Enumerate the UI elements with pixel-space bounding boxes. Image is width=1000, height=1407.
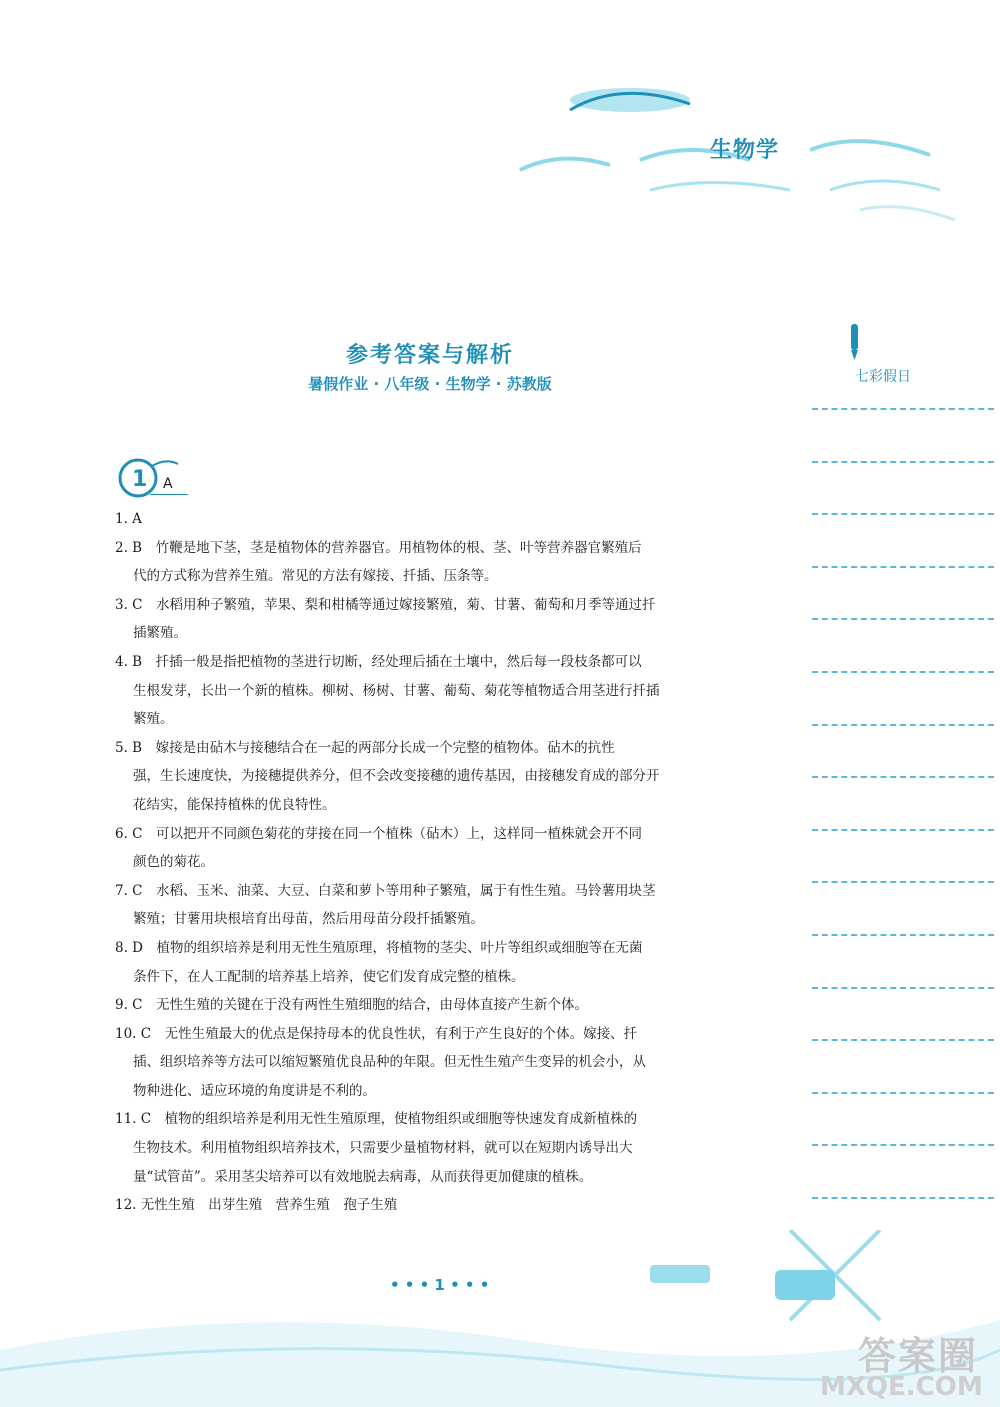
answer-line: 条件下，在人工配制的培养基上培养，使它们发育成完整的植株。 (133, 968, 525, 985)
answer-line: 繁殖；甘薯用块根培育出母苗，然后用母苗分段扦插繁殖。 (133, 911, 484, 928)
answer-line: 6. C 可以把开不同颜色菊花的芽接在同一个植株（砧木）上，这样同一植株就会开不同 (115, 825, 642, 842)
answer-line: 7. C 水稻、玉米、油菜、大豆、白菜和萝卜等用种子繁殖，属于有性生殖。马铃薯用块茎 (115, 882, 656, 899)
answer-line: 插、组织培养等方法可以缩短繁殖优良品种的年限。但无性生殖产生变异的机会小，从 (133, 1054, 646, 1071)
answer-item (115, 534, 755, 591)
answer-item (115, 734, 755, 820)
note-line (812, 829, 994, 831)
pen-icon (845, 322, 865, 362)
answer-line: 物种进化、适应环境的角度讲是不利的。 (133, 1082, 376, 1099)
note-line (812, 881, 994, 883)
answer-line: 生根发芽，长出一个新的植株。柳树、杨树、甘薯、葡萄、菊花等植物适合用茎进行扦插 (133, 682, 660, 699)
answer-line: 花结实，能保持植株的优良特性。 (133, 796, 336, 813)
subject-label: 生物学 (710, 138, 780, 163)
answer-item (115, 934, 755, 991)
note-line (812, 408, 994, 410)
page-number: • • • 1 • • • (390, 1276, 490, 1294)
answer-line: 3. C 水稻用种子繁殖，苹果、梨和柑橘等通过嫁接繁殖，菊、甘薯、葡萄和月季等通过扦 (115, 596, 656, 613)
note-line (812, 776, 994, 778)
note-line (812, 1092, 994, 1094)
answer-line: 9. C 无性生殖的关键在于没有两性生殖细胞的结合，由母体直接产生新个体。 (115, 997, 588, 1014)
answer-line: 量“试管苗”。采用茎尖培养可以有效地脱去病毒，从而获得更加健康的植株。 (133, 1168, 593, 1185)
note-line (812, 1144, 994, 1146)
answer-line: 插繁殖。 (133, 625, 187, 642)
answer-item (115, 648, 755, 734)
answer-line: 2. B 竹鞭是地下茎，茎是植物体的营养器官。用植物体的根、茎、叶等营养器官繁殖后 (115, 539, 642, 556)
answer-line: 颜色的菊花。 (133, 854, 214, 871)
page-title: 参考答案与解析 (345, 343, 514, 368)
answer-line: 强，生长速度快，为接穗提供养分，但不会改变接穗的遗传基因，由接穗发育成的部分开 (133, 768, 660, 785)
note-line (812, 566, 994, 568)
note-line (812, 671, 994, 673)
answer-line: 1. A (115, 511, 142, 527)
answer-item (115, 991, 755, 1020)
answer-item (115, 1105, 755, 1191)
watermark-url: MXQE.COM (820, 1372, 983, 1402)
page-subtitle: 暑假作业 · 八年级 · 生物学 · 苏教版 (308, 375, 552, 393)
answer-list (115, 505, 755, 1220)
answer-item (115, 877, 755, 934)
note-line (812, 461, 994, 463)
badge-underline (150, 494, 188, 495)
sidebar-label: 七彩假日 (855, 369, 911, 385)
answer-item (115, 1191, 755, 1220)
answer-line: 11. C 植物的组织培养是利用无性生殖原理，使植物组织或细胞等快速发育成新植株的 (115, 1111, 638, 1128)
answer-item (115, 591, 755, 648)
answer-line: 8. D 植物的组织培养是利用无性生殖原理，将植物的茎尖、叶片等组织或细胞等在无菌 (115, 939, 643, 956)
note-line (812, 987, 994, 989)
answer-line: 10. C 无性生殖最大的优点是保持母本的优良性状，有利于产生良好的个体。嫁接、扦 (115, 1025, 638, 1042)
note-line (812, 618, 994, 620)
section-letter: A (163, 476, 173, 492)
watermark-logo: 答案圈 (858, 1334, 979, 1378)
answer-item (115, 820, 755, 877)
note-line (812, 724, 994, 726)
note-lines (812, 408, 994, 1250)
answer-line: 12. 无性生殖 出芽生殖 营养生殖 孢子生殖 (115, 1197, 398, 1214)
note-line (812, 934, 994, 936)
note-line (812, 1197, 994, 1199)
answer-item (115, 505, 755, 534)
answer-line: 代的方式称为营养生殖。常见的方法有嫁接、扦插、压条等。 (133, 568, 498, 585)
section-number: 1 (132, 467, 148, 492)
answer-line: 生物技术。利用植物组织培养技术，只需要少量植物材料，就可以在短期内诱导出大 (133, 1140, 633, 1157)
note-line (812, 1039, 994, 1041)
answer-line: 5. B 嫁接是由砧木与接穗结合在一起的两部分长成一个完整的植物体。砧木的抗性 (115, 739, 615, 756)
answer-line: 4. B 扦插一般是指把植物的茎进行切断，经处理后插在土壤中，然后每一段枝条都可以 (115, 653, 642, 670)
answer-line: 繁殖。 (133, 711, 174, 728)
answer-item (115, 1020, 755, 1106)
note-line (812, 513, 994, 515)
